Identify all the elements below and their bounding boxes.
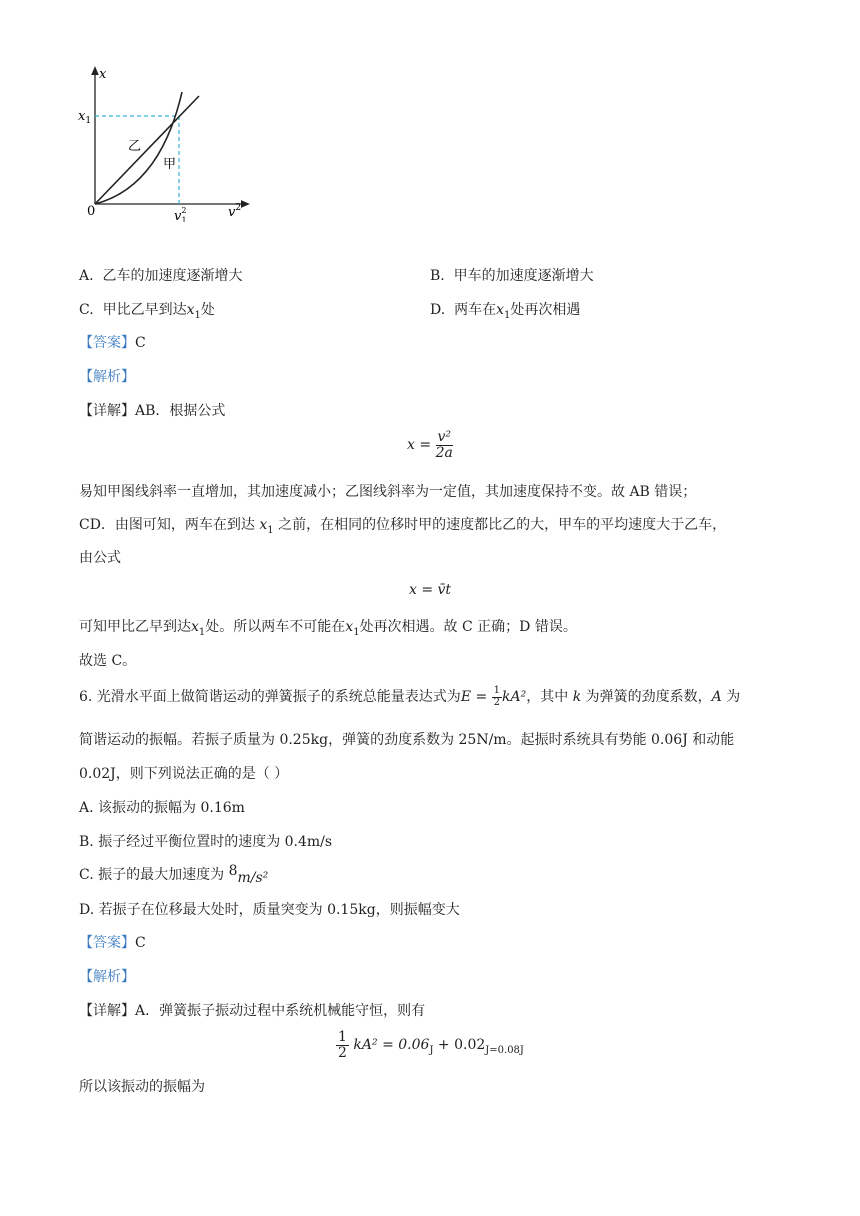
option-d: D. 两车在$x_1$处再次相遇 — [430, 302, 581, 321]
option-b: B. 甲车的加速度逐渐增大 — [430, 268, 594, 284]
q6-formula: $\frac{1}{2}$ $kA^2 = 0.06_J + 0.02_{J=0.08J}$ — [338, 1029, 524, 1061]
curve-yi — [95, 96, 199, 204]
q5-formula-1: x = $\frac{\text{v²}}{2a}$ — [406, 429, 453, 461]
q5-line-1: 易知甲图线斜率一直增加，其加速度减小；乙图线斜率为一定值，其加速度保持不变。故 AB 错误； — [79, 484, 697, 500]
q5-answer: 【答案】C — [79, 335, 146, 351]
q5-analysis-tag: 【解析】 — [79, 369, 135, 385]
q6-option-b: B. 振子经过平衡位置时的速度为 0.4m/s — [79, 834, 333, 850]
x1-label: $x_1$ — [78, 109, 92, 126]
v1-label: $v^2$ 1 — [174, 206, 187, 222]
x-v2-graph — [70, 62, 270, 222]
q5-formula-2: x = v̄t — [408, 582, 452, 598]
q5-line-5: 故选 C。 — [79, 653, 137, 669]
q6-answer: 【答案】C — [79, 935, 146, 951]
origin-label: 0 — [87, 204, 96, 219]
q6-last-line: 所以该振动的振幅为 — [79, 1079, 205, 1095]
q6-stem-1: 6. 光滑水平面上做简谐运动的弹簧振子的系统总能量表达式为E = $\frac{1}{2}$ kA²，其中 k 为弹簧的劲度系数，A 为 — [79, 685, 741, 708]
q6-option-d: D. 若振子在位移最大处时，质量突变为 0.15kg，则振幅变大 — [79, 902, 460, 918]
q6-stem-2: 简谐运动的振幅。若振子质量为 0.25kg，弹簧的劲度系数为 25N/m。起振时系统具有势能 0.06J 和动能 — [79, 732, 735, 748]
q6-detail: 【详解】A．弹簧振子振动过程中系统机械能守恒，则有 — [79, 1003, 426, 1019]
yi-label: 乙 — [128, 139, 142, 154]
y-axis-label: x — [99, 67, 107, 82]
x-axis-label: $v^2$ — [228, 203, 242, 220]
q6-option-c: C. 振子的最大加速度为 8m/s² — [79, 863, 269, 886]
q6-stem-3: 0.02J，则下列说法正确的是（ ） — [79, 766, 289, 782]
q6-option-a: A. 该振动的振幅为 0.16m — [79, 800, 245, 816]
q5-line-3: 由公式 — [79, 550, 121, 566]
q5-line-2: CD．由图可知，两车在到达 $x_1$ 之前，在相同的位移时甲的速度都比乙的大，甲车的平均速度大于乙车， — [79, 517, 727, 536]
jia-label: 甲 — [163, 157, 177, 172]
option-c: C. 甲比乙早到达$x_1$处 — [79, 302, 215, 321]
option-a: A. 乙车的加速度逐渐增大 — [79, 268, 243, 284]
q5-line-4: 可知甲比乙早到达$x_1$处。所以两车不可能在$x_1$处再次相遇。故 C 正确；D 错误。 — [79, 619, 577, 638]
q5-detail: 【详解】AB．根据公式 — [79, 403, 226, 419]
q6-analysis-tag: 【解析】 — [79, 969, 135, 985]
